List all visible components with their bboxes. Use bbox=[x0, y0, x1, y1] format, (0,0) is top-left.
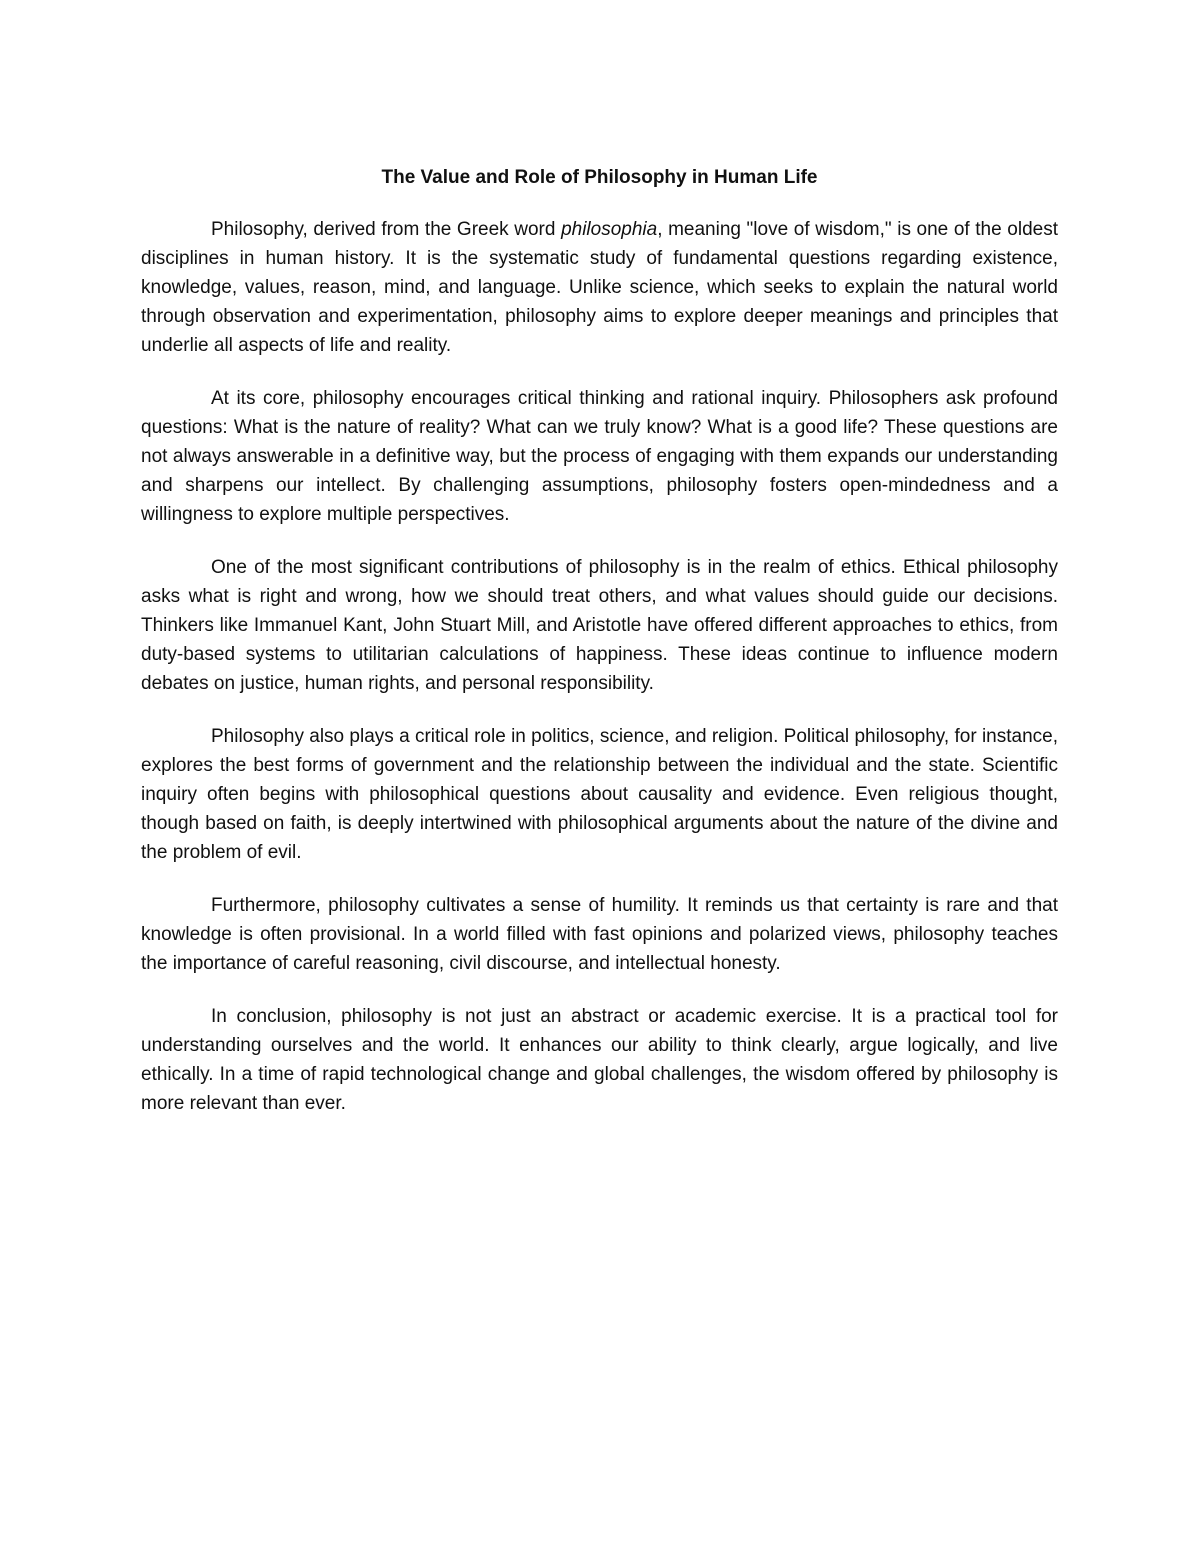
paragraph-text: Philosophy, derived from the Greek word bbox=[211, 219, 562, 240]
paragraph-conclusion: In conclusion, philosophy is not just an abstract or academic exercise. It is a practical tool for understanding ourselves and the world. It enhances our ability to think clearly, argue logically, and live ethically. In a time of rapid technological change and global challenges, the wisdom offered by philosophy is more relevant than ever. bbox=[141, 1006, 1058, 1114]
paragraph-text: , meaning "love of wisdom," is one of the oldest disciplines in human history. It is the systematic study of fundamental questions regarding existence, knowledge, values, reason, mind, and language. Unlike science, which seeks to explain the natural world through observation and experimentation, philosophy aims to explore deeper meanings and principles that underlie all aspects of life and reality. bbox=[141, 219, 1058, 356]
greek-term: philosophia bbox=[561, 219, 658, 240]
document-title: The Value and Role of Philosophy in Human Life bbox=[381, 167, 818, 188]
paragraph-politics-science-religion: Philosophy also plays a critical role in politics, science, and religion. Political philosophy, for instance, explores the best forms of government and the relationship between the individual and the state. Scientific inquiry often begins with philosophical questions about causality and evidence. Even religious thought, though based on faith, is deeply intertwined with philosophical arguments about the nature of the divine and the problem of evil. bbox=[141, 726, 1058, 863]
document-body bbox=[141, 163, 1058, 1142]
paragraph-introduction bbox=[141, 215, 1058, 360]
paragraph-ethics: One of the most significant contributions of philosophy is in the realm of ethics. Ethical philosophy asks what is right and wrong, how we should treat others, and what values should guide our decisions. Thinkers like Immanuel Kant, John Stuart Mill, and Aristotle have offered different approaches to ethics, from duty-based systems to utilitarian calculations of happiness. These ideas continue to influence modern debates on justice, human rights, and personal responsibility. bbox=[141, 557, 1058, 694]
paragraph-humility: Furthermore, philosophy cultivates a sense of humility. It reminds us that certainty is rare and that knowledge is often provisional. In a world filled with fast opinions and polarized views, philosophy teaches the importance of careful reasoning, civil discourse, and intellectual honesty. bbox=[141, 895, 1058, 974]
paragraph-critical-thinking: At its core, philosophy encourages critical thinking and rational inquiry. Philosophers ask profound questions: What is the nature of reality? What can we truly know? What is a good life? These questions are not always answerable in a definitive way, but the process of engaging with them expands our understanding and sharpens our intellect. By challenging assumptions, philosophy fosters open-mindedness and a willingness to explore multiple perspectives. bbox=[141, 388, 1058, 525]
